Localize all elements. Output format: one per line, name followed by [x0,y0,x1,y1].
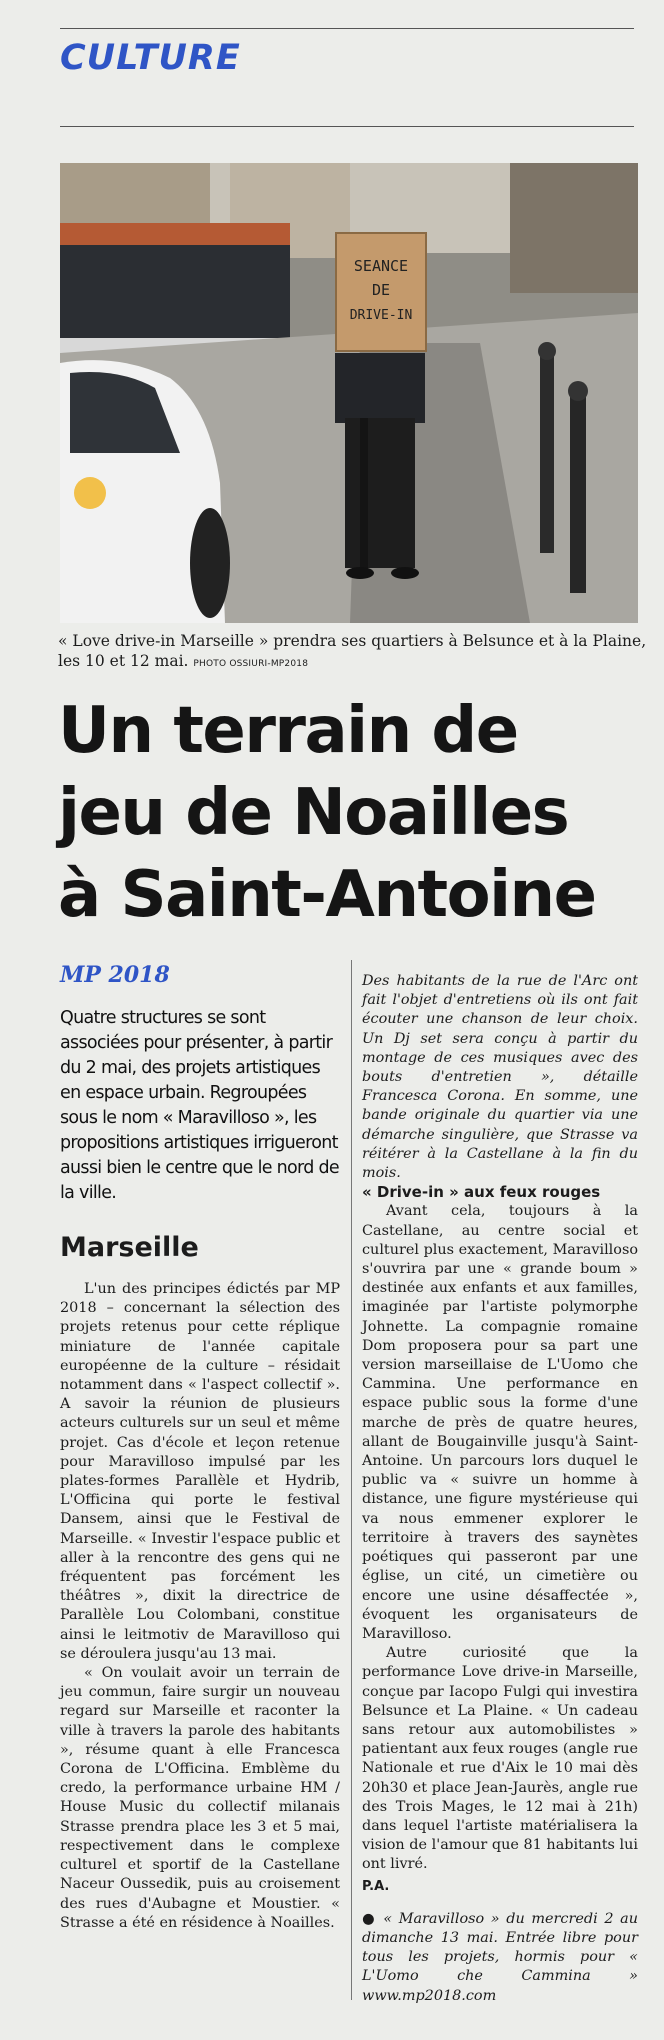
article-paragraph: L'un des principes édictés par MP 2018 – concernant la sélection des projets retenus pour cette réplique miniature de l'année capitale européenne de la culture – résidait notamment dans « l'aspect collectif ». A savoir la réunion de plusieurs acteurs culturels sur un seul et même projet. Cas d'école et leçon retenue pour Maravilloso impulsé par les plates-formes Parallèle et Hydrib, L'Officina qui porte le festival Dansem, ainsi que le Festival de Marseille. « Investir l'espace public et aller à la rencontre des gens qui ne fréquentent pas forcément les théâtres », dixit la directrice de Parallèle Lou Colombani, constitue ainsi le leitmotiv de Maravilloso qui se déroulera jusqu'au 13 mai. [60,1281,340,1662]
article-paragraph: « On voulait avoir un terrain de jeu commun, faire surgir un nouveau regard sur Marseille et raconter la ville à travers la parole des habitants », résume quant à elle Francesca Corona de L'Officina. Emblème du credo, la performance urbaine HM / House Music du collectif milanais Strasse prendra place les 3 et 5 mai, respectivement dans le complexe culturel et sportif de la Castellane Naceur Oussedik, puis au croisement des rues d'Aubagne et Moustier. « Strasse a été en résidence à Noailles. [60,1665,340,1931]
article-column-left [60,1280,340,1933]
article-paragraph: Des habitants de la rue de l'Arc ont fait l'objet d'entretiens où ils ont fait écouter une chanson de leur choix. Un Dj set sera conçu à partir du montage de ces musiques avec des bouts d'entretien », détaille Francesca Corona. En somme, une bande originale du quartier via une démarche singulière, que Strasse va réitérer à la Castellane à la fin du mois. [362,973,638,1182]
photo-caption [58,631,648,674]
article-column-right [362,972,638,2006]
section-title: CULTURE [60,38,241,78]
subheading: « Drive-in » aux feux rouges [362,1183,601,1202]
column-divider [351,960,352,2000]
top-rule [60,28,634,29]
section-rule [60,126,634,127]
article-lede: Quatre structures se sont associées pour présenter, à partir du 2 mai, des projets artistiques en espace urbain. Regroupées sous le nom « Maravilloso », les propositions artistiques irrigueront aussi bien le centre que le nord de la ville. [60,1008,339,1203]
article-paragraph: Avant cela, toujours à la Castellane, au centre social et culturel plus exactement, Maravilloso s'ouvrira par une « grande boum » destinée aux enfants et aux familles, imaginée par l'artiste polymorphe Johnette. La compagnie romaine Dom proposera pour sa part une version marseillaise de L'Uomo che Cammina. Une performance en espace public sous la forme d'une marche de près de quatre heures, allant de Bougainville jusqu'à Saint-Antoine. Un parcours lors duquel le public va « suivre un homme à distance, une figure mystérieuse qui va nous emmener explorer le territoire à travers des saynètes poétiques qui passeront par une église, un cité, un cimetière ou encore une usine désaffectée », évoquent les organisateurs de Maravilloso. [362,1203,638,1642]
headline-line: Un terrain de [58,694,518,768]
article-photo [60,163,638,623]
photo-credit: PHOTO OSSIURI-MP2018 [193,659,309,669]
sign-text: DRIVE-IN [349,308,413,323]
author-signature: P.A. [362,1878,390,1894]
dateline: Marseille [60,1232,199,1263]
headline [58,690,658,936]
headline-line: jeu de Noailles [58,776,569,850]
sign-text: DE [371,281,391,299]
sign-text: SEANCE [353,257,409,275]
article-paragraph: Autre curiosité que la performance Love drive-in Marseille, conçue par Iacopo Fulgi qui investira Belsunce et La Plaine. « Un cadeau sans retour aux automobilistes » patientant aux feux rouges (angle rue Nationale et rue d'Aix le 10 mai dès 20h30 et place Jean-Jaurès, angle rue des Trois Mages, le 12 mai à 21h) dans lequel l'artiste matérialisera la vision de l'amour que 81 habitants lui ont livré. [362,1645,638,1873]
caption-text: « Love drive-in Marseille » prendra ses quartiers à Belsunce et à la Plaine, les 10 et 12 mai. [58,632,647,670]
rubric-label: MP 2018 [60,962,170,988]
headline-line: à Saint-Antoine [58,858,596,932]
practical-info: ● « Maravilloso » du mercredi 2 au dimanche 13 mai. Entrée libre pour tous les projets, hormis pour « L'Uomo che Cammina » www.mp2018.com [362,1910,638,2004]
